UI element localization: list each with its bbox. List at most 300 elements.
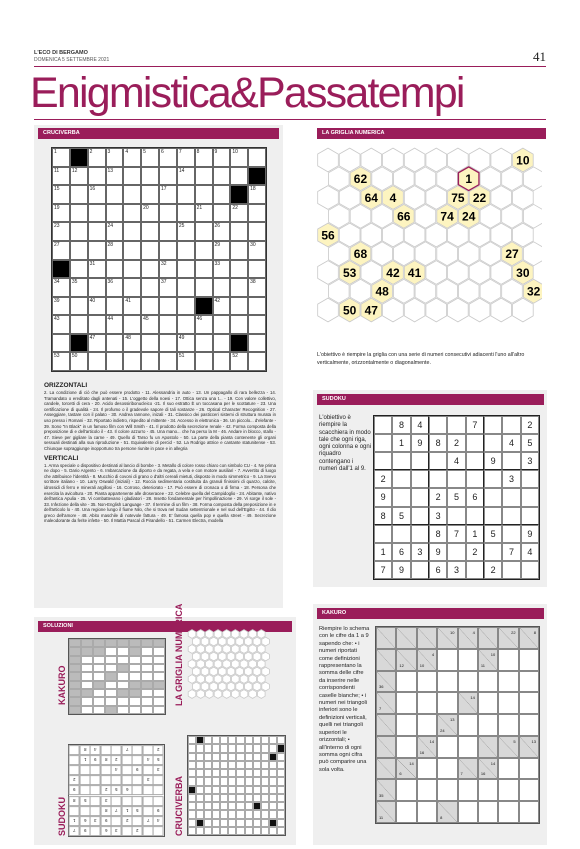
crossword-cell[interactable]: [159, 315, 177, 334]
crossword-cell[interactable]: [195, 260, 213, 279]
crossword-cell[interactable]: [88, 241, 106, 260]
crossword-cell[interactable]: [123, 352, 141, 371]
hex-cell[interactable]: [469, 223, 490, 247]
sudoku-cell[interactable]: 9: [429, 543, 447, 561]
crossword-cell[interactable]: 14: [177, 167, 195, 186]
hex-cell[interactable]: [188, 630, 196, 639]
sudoku-cell[interactable]: 4: [411, 416, 429, 434]
kakuro-cell[interactable]: [478, 692, 498, 714]
crossword-cell[interactable]: [70, 315, 88, 334]
hex-cell[interactable]: [223, 630, 231, 639]
hex-cell[interactable]: [513, 223, 534, 247]
hex-cell[interactable]: [253, 682, 261, 691]
hex-cell[interactable]: [249, 690, 257, 699]
hex-cell[interactable]: [227, 682, 235, 691]
sudoku-cell[interactable]: 5: [392, 507, 410, 525]
hex-cell[interactable]: [188, 675, 196, 684]
hex-cell[interactable]: [350, 279, 371, 303]
kakuro-cell[interactable]: [396, 736, 416, 758]
crossword-cell[interactable]: [230, 260, 248, 279]
hex-cell[interactable]: [329, 167, 350, 191]
kakuro-cell[interactable]: [417, 692, 437, 714]
hex-cell[interactable]: [502, 279, 523, 303]
crossword-cell[interactable]: [177, 185, 195, 204]
sudoku-cell[interactable]: 9: [392, 561, 410, 579]
hex-cell[interactable]: [240, 690, 248, 699]
crossword-cell[interactable]: [70, 297, 88, 316]
kakuro-cell[interactable]: [458, 671, 478, 693]
crossword-cell[interactable]: [141, 352, 159, 371]
hex-cell[interactable]: [249, 675, 257, 684]
sudoku-cell[interactable]: [447, 543, 465, 561]
crossword-cell[interactable]: 28: [106, 241, 124, 260]
sudoku-cell[interactable]: [466, 470, 484, 488]
sudoku-cell[interactable]: 5: [447, 488, 465, 506]
sudoku-cell[interactable]: 9: [374, 488, 392, 506]
crossword-cell[interactable]: [248, 334, 266, 353]
crossword-cell[interactable]: [213, 278, 231, 297]
kakuro-cell[interactable]: [396, 779, 416, 801]
sudoku-cell[interactable]: [411, 525, 429, 543]
hex-cell[interactable]: [258, 675, 266, 684]
hex-cell[interactable]: [201, 667, 209, 676]
crossword-cell[interactable]: [123, 315, 141, 334]
crossword-cell[interactable]: 48: [123, 334, 141, 353]
hex-cell[interactable]: [206, 690, 214, 699]
kakuro-cell[interactable]: [437, 692, 457, 714]
crossword-cell[interactable]: 27: [52, 241, 70, 260]
sudoku-cell[interactable]: 3: [429, 507, 447, 525]
sudoku-cell[interactable]: [484, 507, 502, 525]
crossword-cell[interactable]: 30: [248, 241, 266, 260]
hex-cell[interactable]: [404, 298, 425, 322]
hex-cell[interactable]: [329, 242, 350, 266]
crossword-cell[interactable]: [248, 222, 266, 241]
crossword-cell[interactable]: 7: [177, 148, 195, 167]
sudoku-cell[interactable]: 7: [502, 543, 520, 561]
hex-cell[interactable]: [426, 261, 447, 285]
hex-cell[interactable]: [223, 660, 231, 669]
sudoku-cell[interactable]: [502, 416, 520, 434]
crossword-cell[interactable]: 21: [195, 204, 213, 223]
hex-cell[interactable]: [206, 645, 214, 654]
sudoku-cell[interactable]: [484, 434, 502, 452]
hex-cell[interactable]: [219, 682, 227, 691]
hex-cell[interactable]: [197, 675, 205, 684]
sudoku-cell[interactable]: [502, 525, 520, 543]
crossword-cell[interactable]: 22: [230, 204, 248, 223]
hex-cell[interactable]: [361, 223, 382, 247]
kakuro-cell[interactable]: [478, 779, 498, 801]
kakuro-cell[interactable]: [437, 736, 457, 758]
crossword-cell[interactable]: [123, 185, 141, 204]
hex-cell[interactable]: [188, 645, 196, 654]
sudoku-cell[interactable]: [484, 470, 502, 488]
sudoku-cell[interactable]: 6: [466, 488, 484, 506]
crossword-cell[interactable]: 17: [159, 185, 177, 204]
sudoku-cell[interactable]: 2: [429, 488, 447, 506]
hex-cell[interactable]: [245, 637, 253, 646]
hex-cell[interactable]: [232, 690, 240, 699]
kakuro-cell[interactable]: [396, 692, 416, 714]
hex-cell[interactable]: [448, 223, 469, 247]
sudoku-cell[interactable]: [502, 452, 520, 470]
hex-cell[interactable]: [480, 204, 501, 228]
sudoku-cell[interactable]: [521, 470, 539, 488]
sudoku-cell[interactable]: [466, 507, 484, 525]
crossword-cell[interactable]: [230, 315, 248, 334]
sudoku-cell[interactable]: [429, 452, 447, 470]
crossword-cell[interactable]: 41: [123, 297, 141, 316]
hex-cell[interactable]: [232, 630, 240, 639]
crossword-cell[interactable]: [70, 241, 88, 260]
hex-cell[interactable]: [350, 204, 371, 228]
crossword-cell[interactable]: 25: [177, 222, 195, 241]
hex-cell[interactable]: [197, 690, 205, 699]
hex-cell[interactable]: [339, 186, 360, 210]
hex-cell[interactable]: [426, 298, 447, 322]
hex-cell[interactable]: [219, 637, 227, 646]
hex-cell[interactable]: [361, 261, 382, 285]
crossword-cell[interactable]: 12: [70, 167, 88, 186]
crossword-cell[interactable]: [213, 204, 231, 223]
hex-cell[interactable]: [404, 186, 425, 210]
hex-cell[interactable]: [210, 682, 218, 691]
hex-cell[interactable]: [210, 637, 218, 646]
sudoku-cell[interactable]: 2: [447, 434, 465, 452]
crossword-cell[interactable]: [195, 352, 213, 371]
hex-cell[interactable]: [258, 645, 266, 654]
hex-cell[interactable]: [480, 279, 501, 303]
kakuro-cell[interactable]: [396, 714, 416, 736]
hex-cell[interactable]: [329, 204, 350, 228]
hex-cell[interactable]: [318, 148, 339, 172]
hex-cell[interactable]: [394, 167, 415, 191]
hex-cell[interactable]: [193, 652, 201, 661]
crossword-cell[interactable]: 15: [52, 185, 70, 204]
crossword-cell[interactable]: [123, 241, 141, 260]
hex-cell[interactable]: [404, 148, 425, 172]
sudoku-cell[interactable]: [392, 488, 410, 506]
crossword-cell[interactable]: [123, 167, 141, 186]
hex-cell[interactable]: [415, 167, 436, 191]
hex-cell[interactable]: [318, 186, 339, 210]
hex-cell[interactable]: [404, 223, 425, 247]
crossword-cell[interactable]: 26: [213, 222, 231, 241]
sudoku-cell[interactable]: 8: [429, 525, 447, 543]
kakuro-cell[interactable]: [437, 649, 457, 671]
crossword-cell[interactable]: 51: [177, 352, 195, 371]
hex-cell[interactable]: [339, 148, 360, 172]
crossword-cell[interactable]: 5: [141, 148, 159, 167]
hex-cell[interactable]: [219, 667, 227, 676]
crossword-cell[interactable]: 37: [159, 278, 177, 297]
kakuro-cell[interactable]: [458, 649, 478, 671]
sudoku-cell[interactable]: 2: [521, 416, 539, 434]
crossword-cell[interactable]: 31: [88, 260, 106, 279]
crossword-cell[interactable]: [248, 315, 266, 334]
crossword-cell[interactable]: 44: [106, 315, 124, 334]
hex-cell[interactable]: [223, 675, 231, 684]
crossword-cell[interactable]: [159, 352, 177, 371]
sudoku-cell[interactable]: 2: [374, 470, 392, 488]
crossword-cell[interactable]: 47: [88, 334, 106, 353]
hex-cell[interactable]: [214, 675, 222, 684]
sudoku-cell[interactable]: [484, 488, 502, 506]
hex-cell[interactable]: [415, 242, 436, 266]
crossword-cell[interactable]: 46: [195, 315, 213, 334]
sudoku-cell[interactable]: [374, 416, 392, 434]
kakuro-cell[interactable]: [519, 801, 539, 823]
hex-cell[interactable]: [214, 645, 222, 654]
hex-cell[interactable]: [240, 630, 248, 639]
sudoku-cell[interactable]: 8: [392, 416, 410, 434]
crossword-cell[interactable]: [177, 297, 195, 316]
kakuro-cell[interactable]: [437, 758, 457, 780]
sudoku-cell[interactable]: [521, 507, 539, 525]
hex-cell[interactable]: [415, 204, 436, 228]
hex-cell[interactable]: [262, 682, 270, 691]
kakuro-cell[interactable]: [458, 736, 478, 758]
hex-cell[interactable]: [426, 186, 447, 210]
sudoku-cell[interactable]: 2: [466, 543, 484, 561]
sudoku-cell[interactable]: 8: [374, 507, 392, 525]
crossword-cell[interactable]: [106, 260, 124, 279]
hex-cell[interactable]: [201, 652, 209, 661]
sudoku-cell[interactable]: [429, 416, 447, 434]
crossword-cell[interactable]: 24: [106, 222, 124, 241]
crossword-cell[interactable]: 36: [106, 278, 124, 297]
hex-cell[interactable]: [219, 652, 227, 661]
sudoku-cell[interactable]: 9: [521, 525, 539, 543]
kakuro-cell[interactable]: [417, 779, 437, 801]
kakuro-cell[interactable]: [478, 671, 498, 693]
crossword-cell[interactable]: [70, 260, 88, 279]
kakuro-cell[interactable]: [519, 758, 539, 780]
crossword-cell[interactable]: [213, 352, 231, 371]
crossword-cell[interactable]: [195, 222, 213, 241]
crossword-cell[interactable]: [141, 297, 159, 316]
crossword-cell[interactable]: 53: [52, 352, 70, 371]
crossword-cell[interactable]: [213, 167, 231, 186]
crossword-cell[interactable]: [159, 204, 177, 223]
sudoku-cell[interactable]: 9: [411, 434, 429, 452]
hex-cell[interactable]: [227, 667, 235, 676]
crossword-cell[interactable]: [106, 204, 124, 223]
sudoku-cell[interactable]: 4: [521, 543, 539, 561]
crossword-cell[interactable]: 33: [213, 260, 231, 279]
crossword-cell[interactable]: [177, 204, 195, 223]
crossword-cell[interactable]: 11: [52, 167, 70, 186]
crossword-cell[interactable]: [195, 278, 213, 297]
crossword-cell[interactable]: [159, 334, 177, 353]
hex-cell[interactable]: [232, 645, 240, 654]
hex-cell[interactable]: [214, 660, 222, 669]
crossword-cell[interactable]: [159, 241, 177, 260]
hex-cell[interactable]: [448, 261, 469, 285]
hex-cell[interactable]: [262, 667, 270, 676]
crossword-cell[interactable]: 40: [88, 297, 106, 316]
hex-cell[interactable]: [232, 660, 240, 669]
crossword-cell[interactable]: [70, 204, 88, 223]
crossword-cell[interactable]: [52, 334, 70, 353]
crossword-cell[interactable]: [195, 241, 213, 260]
hex-cell[interactable]: [193, 637, 201, 646]
crossword-cell[interactable]: [248, 204, 266, 223]
crossword-cell[interactable]: 45: [141, 315, 159, 334]
kakuro-cell[interactable]: [478, 714, 498, 736]
hex-cell[interactable]: [437, 279, 458, 303]
crossword-cell[interactable]: 13: [106, 167, 124, 186]
crossword-cell[interactable]: 2: [88, 148, 106, 167]
kakuro-cell[interactable]: [519, 671, 539, 693]
hex-cell[interactable]: [491, 186, 512, 210]
hex-cell[interactable]: [245, 652, 253, 661]
hex-cell[interactable]: [258, 660, 266, 669]
crossword-cell[interactable]: [248, 297, 266, 316]
kakuro-cell[interactable]: [519, 649, 539, 671]
hex-cell[interactable]: [193, 667, 201, 676]
hex-cell[interactable]: [249, 645, 257, 654]
sudoku-cell[interactable]: [502, 507, 520, 525]
crossword-cell[interactable]: 8: [195, 148, 213, 167]
crossword-cell[interactable]: [230, 222, 248, 241]
sudoku-cell[interactable]: 6: [429, 561, 447, 579]
crossword-cell[interactable]: [213, 334, 231, 353]
hex-cell[interactable]: [245, 682, 253, 691]
crossword-cell[interactable]: 20: [141, 204, 159, 223]
kakuro-cell[interactable]: [519, 779, 539, 801]
crossword-cell[interactable]: [141, 334, 159, 353]
crossword-cell[interactable]: [141, 222, 159, 241]
hex-cell[interactable]: [210, 667, 218, 676]
sudoku-cell[interactable]: [466, 434, 484, 452]
sudoku-cell[interactable]: 4: [502, 434, 520, 452]
crossword-cell[interactable]: 50: [70, 352, 88, 371]
crossword-cell[interactable]: 38: [248, 278, 266, 297]
sudoku-cell[interactable]: 3: [502, 470, 520, 488]
sudoku-cell[interactable]: 4: [447, 452, 465, 470]
sudoku-cell[interactable]: [411, 561, 429, 579]
hex-cell[interactable]: [318, 261, 339, 285]
hex-cell[interactable]: [206, 675, 214, 684]
crossword-cell[interactable]: 18: [248, 185, 266, 204]
hex-cell[interactable]: [201, 682, 209, 691]
sudoku-cell[interactable]: 3: [521, 452, 539, 470]
sudoku-cell[interactable]: 7: [466, 416, 484, 434]
crossword-cell[interactable]: [106, 334, 124, 353]
hex-cell[interactable]: [437, 167, 458, 191]
hex-cell[interactable]: [245, 667, 253, 676]
hex-cell[interactable]: [253, 637, 261, 646]
hex-cell[interactable]: [329, 279, 350, 303]
sudoku-cell[interactable]: [429, 470, 447, 488]
hex-cell[interactable]: [258, 630, 266, 639]
crossword-cell[interactable]: [230, 241, 248, 260]
crossword-cell[interactable]: [213, 185, 231, 204]
hex-cell[interactable]: [197, 645, 205, 654]
crossword-cell[interactable]: [159, 297, 177, 316]
hex-cell[interactable]: [513, 298, 534, 322]
hex-cell[interactable]: [236, 637, 244, 646]
crossword-cell[interactable]: 35: [70, 278, 88, 297]
hex-cell[interactable]: [236, 652, 244, 661]
crossword-cell[interactable]: [177, 260, 195, 279]
sudoku-cell[interactable]: [411, 488, 429, 506]
hex-cell[interactable]: [491, 261, 512, 285]
hex-cell[interactable]: [262, 652, 270, 661]
crossword-cell[interactable]: [195, 167, 213, 186]
crossword-cell[interactable]: [141, 167, 159, 186]
hex-cell[interactable]: [415, 279, 436, 303]
hex-cell[interactable]: [491, 148, 512, 172]
hex-cell[interactable]: [448, 298, 469, 322]
sudoku-cell[interactable]: [411, 470, 429, 488]
hex-cell[interactable]: [214, 690, 222, 699]
hex-cell[interactable]: [236, 682, 244, 691]
hex-cell[interactable]: [249, 660, 257, 669]
crossword-cell[interactable]: 43: [52, 315, 70, 334]
crossword-cell[interactable]: [123, 278, 141, 297]
sudoku-cell[interactable]: 8: [429, 434, 447, 452]
crossword-cell[interactable]: [159, 167, 177, 186]
hex-cell[interactable]: [227, 637, 235, 646]
crossword-cell[interactable]: 23: [52, 222, 70, 241]
crossword-cell[interactable]: 52: [230, 352, 248, 371]
hex-cell[interactable]: [214, 630, 222, 639]
sudoku-cell[interactable]: [447, 416, 465, 434]
crossword-cell[interactable]: [248, 352, 266, 371]
hex-cell[interactable]: [502, 167, 523, 191]
kakuro-cell[interactable]: [458, 714, 478, 736]
kakuro-cell[interactable]: [498, 649, 518, 671]
hex-cell[interactable]: [253, 667, 261, 676]
kakuro-cell[interactable]: [458, 779, 478, 801]
kakuro-cell[interactable]: [498, 714, 518, 736]
hex-cell[interactable]: [249, 630, 257, 639]
crossword-cell[interactable]: [213, 315, 231, 334]
hex-cell[interactable]: [206, 660, 214, 669]
sudoku-cell[interactable]: [521, 561, 539, 579]
sudoku-cell[interactable]: 7: [374, 561, 392, 579]
hex-cell[interactable]: [232, 675, 240, 684]
sudoku-cell[interactable]: [447, 470, 465, 488]
crossword-cell[interactable]: 19: [52, 204, 70, 223]
sudoku-cell[interactable]: [466, 561, 484, 579]
crossword-cell[interactable]: 34: [52, 278, 70, 297]
hex-cell[interactable]: [458, 279, 479, 303]
crossword-cell[interactable]: 1: [52, 148, 70, 167]
hex-cell[interactable]: [372, 242, 393, 266]
crossword-cell[interactable]: [230, 278, 248, 297]
hex-cell[interactable]: [193, 682, 201, 691]
hex-cell[interactable]: [513, 186, 534, 210]
crossword-cell[interactable]: [141, 278, 159, 297]
crossword-cell[interactable]: [88, 204, 106, 223]
hex-cell[interactable]: [480, 167, 501, 191]
sudoku-cell[interactable]: 7: [447, 525, 465, 543]
sudoku-cell[interactable]: [502, 488, 520, 506]
hex-cell[interactable]: [480, 242, 501, 266]
hex-cell[interactable]: [253, 652, 261, 661]
hex-cell[interactable]: [426, 148, 447, 172]
crossword-cell[interactable]: 39: [52, 297, 70, 316]
crossword-cell[interactable]: [88, 315, 106, 334]
crossword-cell[interactable]: [248, 148, 266, 167]
crossword-cell[interactable]: 4: [123, 148, 141, 167]
kakuro-cell[interactable]: [417, 801, 437, 823]
crossword-cell[interactable]: 10: [230, 148, 248, 167]
